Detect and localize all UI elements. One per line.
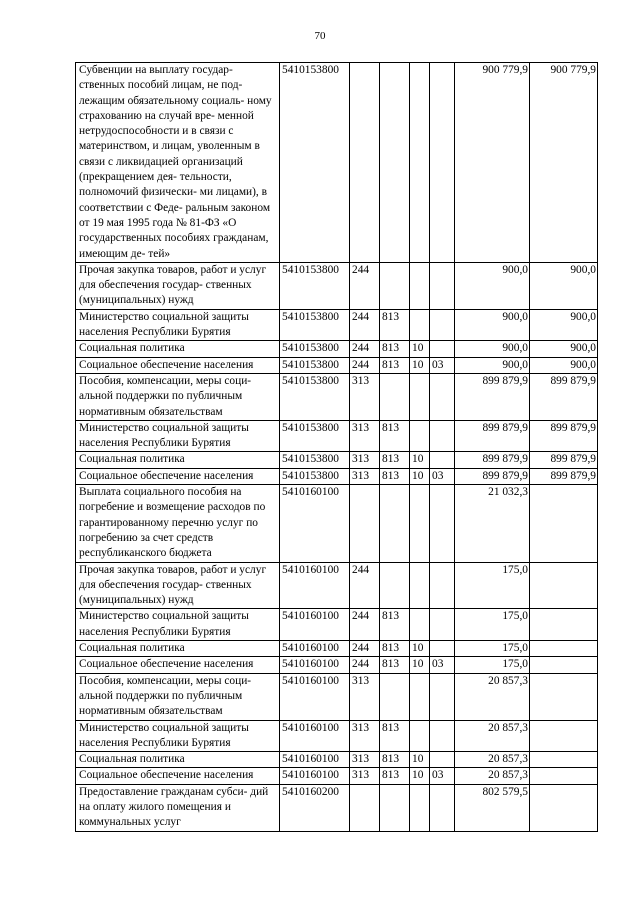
row-subsection-cell: 03 <box>430 468 455 484</box>
row-name-cell: Пособия, компенсации, меры соци- альной поддержки по публичным нормативным обязательствам <box>76 373 280 420</box>
row-amount-second-cell: 900,0 <box>530 357 598 373</box>
row-amount-cell: 20 857,3 <box>455 768 530 784</box>
row-expense-type-cell: 313 <box>350 468 380 484</box>
row-target-article-cell: 5410160100 <box>280 562 350 609</box>
row-expense-type-cell: 244 <box>350 657 380 673</box>
row-target-article-cell: 5410160100 <box>280 673 350 720</box>
table-row <box>76 357 598 373</box>
row-subsection-cell: 03 <box>430 768 455 784</box>
row-subsection-cell: 03 <box>430 357 455 373</box>
row-name-cell: Социальное обеспечение населения <box>76 357 280 373</box>
row-subsection-cell <box>430 784 455 831</box>
row-subsection-cell <box>430 485 455 563</box>
row-amount-cell: 900,0 <box>455 262 530 309</box>
row-amount-second-cell: 900,0 <box>530 341 598 357</box>
row-section-cell: 10 <box>410 657 430 673</box>
row-section-cell <box>410 562 430 609</box>
row-expense-type-cell: 313 <box>350 673 380 720</box>
row-section-cell <box>410 262 430 309</box>
table-row <box>76 452 598 468</box>
row-name-cell: Пособия, компенсации, меры соци- альной поддержки по публичным нормативным обязательствам <box>76 673 280 720</box>
row-administrator-cell: 813 <box>380 720 410 752</box>
row-name-cell: Социальная политика <box>76 341 280 357</box>
row-section-cell: 10 <box>410 452 430 468</box>
table-row <box>76 309 598 341</box>
row-expense-type-cell: 313 <box>350 768 380 784</box>
row-expense-type-cell: 313 <box>350 452 380 468</box>
row-subsection-cell <box>430 63 455 263</box>
row-amount-cell: 900,0 <box>455 341 530 357</box>
row-administrator-cell: 813 <box>380 452 410 468</box>
row-section-cell <box>410 485 430 563</box>
row-subsection-cell <box>430 262 455 309</box>
row-administrator-cell: 813 <box>380 309 410 341</box>
row-subsection-cell <box>430 641 455 657</box>
row-amount-second-cell <box>530 609 598 641</box>
table-row <box>76 609 598 641</box>
budget-table-body <box>76 63 598 832</box>
row-target-article-cell: 5410153800 <box>280 452 350 468</box>
row-section-cell <box>410 420 430 452</box>
table-row <box>76 784 598 831</box>
row-section-cell: 10 <box>410 468 430 484</box>
table-row <box>76 641 598 657</box>
row-target-article-cell: 5410153800 <box>280 357 350 373</box>
budget-table <box>75 62 598 832</box>
row-subsection-cell <box>430 752 455 768</box>
row-name-cell: Министерство социальной защиты населения Республики Бурятия <box>76 720 280 752</box>
row-subsection-cell <box>430 309 455 341</box>
row-section-cell <box>410 673 430 720</box>
row-name-cell: Социальное обеспечение населения <box>76 468 280 484</box>
row-name-cell: Прочая закупка товаров, работ и услуг для обеспечения государ- ственных (муниципальных) нужд <box>76 262 280 309</box>
row-amount-cell: 899 879,9 <box>455 452 530 468</box>
row-administrator-cell <box>380 673 410 720</box>
row-administrator-cell: 813 <box>380 357 410 373</box>
row-amount-cell: 900,0 <box>455 309 530 341</box>
row-amount-cell: 900,0 <box>455 357 530 373</box>
row-name-cell: Социальное обеспечение населения <box>76 657 280 673</box>
row-section-cell: 10 <box>410 341 430 357</box>
row-administrator-cell <box>380 373 410 420</box>
row-subsection-cell <box>430 452 455 468</box>
row-expense-type-cell: 244 <box>350 609 380 641</box>
table-row <box>76 768 598 784</box>
row-name-cell: Прочая закупка товаров, работ и услуг для обеспечения государ- ственных (муниципальных) нужд <box>76 562 280 609</box>
row-target-article-cell: 5410153800 <box>280 341 350 357</box>
row-subsection-cell <box>430 373 455 420</box>
row-name-cell: Министерство социальной защиты населения Республики Бурятия <box>76 420 280 452</box>
row-name-cell: Министерство социальной защиты населения Республики Бурятия <box>76 309 280 341</box>
row-amount-cell: 900 779,9 <box>455 63 530 263</box>
row-section-cell: 10 <box>410 752 430 768</box>
row-administrator-cell <box>380 784 410 831</box>
row-amount-cell: 899 879,9 <box>455 373 530 420</box>
row-expense-type-cell: 244 <box>350 341 380 357</box>
row-administrator-cell: 813 <box>380 641 410 657</box>
row-administrator-cell <box>380 485 410 563</box>
table-row <box>76 373 598 420</box>
row-target-article-cell: 5410160100 <box>280 768 350 784</box>
row-amount-cell: 20 857,3 <box>455 752 530 768</box>
row-name-cell: Социальная политика <box>76 752 280 768</box>
row-subsection-cell <box>430 562 455 609</box>
row-section-cell: 10 <box>410 641 430 657</box>
row-target-article-cell: 5410153800 <box>280 262 350 309</box>
row-amount-second-cell <box>530 641 598 657</box>
row-section-cell <box>410 373 430 420</box>
row-amount-second-cell <box>530 485 598 563</box>
row-amount-cell: 175,0 <box>455 562 530 609</box>
row-amount-cell: 899 879,9 <box>455 420 530 452</box>
row-name-cell: Выплата социального пособия на погребение и возмещение расходов по гарантированному перечню услуг по погребению за счет средств республиканского бюджета <box>76 485 280 563</box>
row-expense-type-cell: 313 <box>350 373 380 420</box>
row-amount-cell: 175,0 <box>455 657 530 673</box>
row-subsection-cell <box>430 341 455 357</box>
row-amount-second-cell <box>530 657 598 673</box>
row-name-cell: Субвенции на выплату государ- ственных пособий лицам, не под- лежащим обязательному социаль- ному страхованию на случай вре- менной нетрудоспособности и в связи с материнством, и лицам, уволенным в связи с ликвидацией организаций (прекращением дея- тельности, полномочий физически- ми лицами), в соответствии с Феде- ральным законом от 19 мая 1995 года № 81-ФЗ «О государственных пособиях гражданам, имеющим де- тей» <box>76 63 280 263</box>
row-section-cell <box>410 609 430 641</box>
row-amount-cell: 802 579,5 <box>455 784 530 831</box>
row-section-cell: 10 <box>410 357 430 373</box>
row-expense-type-cell: 313 <box>350 420 380 452</box>
row-section-cell <box>410 720 430 752</box>
table-row <box>76 657 598 673</box>
row-amount-cell: 21 032,3 <box>455 485 530 563</box>
row-amount-second-cell: 899 879,9 <box>530 420 598 452</box>
row-expense-type-cell: 244 <box>350 641 380 657</box>
row-section-cell <box>410 309 430 341</box>
row-expense-type-cell: 244 <box>350 262 380 309</box>
table-row <box>76 341 598 357</box>
row-name-cell: Социальная политика <box>76 641 280 657</box>
row-amount-second-cell: 900 779,9 <box>530 63 598 263</box>
row-subsection-cell <box>430 720 455 752</box>
row-name-cell: Социальная политика <box>76 452 280 468</box>
table-row <box>76 63 598 263</box>
row-amount-cell: 20 857,3 <box>455 720 530 752</box>
table-row <box>76 262 598 309</box>
row-expense-type-cell <box>350 63 380 263</box>
row-target-article-cell: 5410153800 <box>280 63 350 263</box>
row-administrator-cell <box>380 63 410 263</box>
row-subsection-cell <box>430 420 455 452</box>
row-administrator-cell: 813 <box>380 609 410 641</box>
row-administrator-cell: 813 <box>380 341 410 357</box>
table-row <box>76 673 598 720</box>
row-amount-second-cell <box>530 768 598 784</box>
row-amount-second-cell <box>530 673 598 720</box>
row-target-article-cell: 5410153800 <box>280 468 350 484</box>
row-amount-second-cell: 899 879,9 <box>530 452 598 468</box>
row-target-article-cell: 5410160100 <box>280 485 350 563</box>
row-amount-second-cell: 900,0 <box>530 262 598 309</box>
row-expense-type-cell: 244 <box>350 309 380 341</box>
table-row <box>76 720 598 752</box>
row-administrator-cell: 813 <box>380 768 410 784</box>
row-administrator-cell <box>380 262 410 309</box>
table-row <box>76 562 598 609</box>
row-target-article-cell: 5410160200 <box>280 784 350 831</box>
row-section-cell <box>410 63 430 263</box>
row-amount-second-cell: 900,0 <box>530 309 598 341</box>
row-amount-second-cell <box>530 784 598 831</box>
table-row <box>76 752 598 768</box>
row-target-article-cell: 5410153800 <box>280 420 350 452</box>
table-row <box>76 485 598 563</box>
row-administrator-cell <box>380 562 410 609</box>
row-subsection-cell <box>430 609 455 641</box>
row-administrator-cell: 813 <box>380 657 410 673</box>
row-expense-type-cell <box>350 485 380 563</box>
row-target-article-cell: 5410160100 <box>280 720 350 752</box>
row-amount-cell: 899 879,9 <box>455 468 530 484</box>
row-name-cell: Предоставление гражданам субси- дий на оплату жилого помещения и коммунальных услуг <box>76 784 280 831</box>
table-row <box>76 420 598 452</box>
row-section-cell: 10 <box>410 768 430 784</box>
row-expense-type-cell <box>350 784 380 831</box>
row-amount-second-cell <box>530 562 598 609</box>
row-amount-second-cell <box>530 720 598 752</box>
row-name-cell: Министерство социальной защиты населения Республики Бурятия <box>76 609 280 641</box>
row-amount-cell: 175,0 <box>455 609 530 641</box>
row-amount-cell: 20 857,3 <box>455 673 530 720</box>
row-subsection-cell: 03 <box>430 657 455 673</box>
row-expense-type-cell: 313 <box>350 720 380 752</box>
row-administrator-cell: 813 <box>380 420 410 452</box>
row-target-article-cell: 5410160100 <box>280 641 350 657</box>
table-row <box>76 468 598 484</box>
row-amount-second-cell: 899 879,9 <box>530 373 598 420</box>
row-amount-second-cell: 899 879,9 <box>530 468 598 484</box>
row-administrator-cell: 813 <box>380 468 410 484</box>
row-expense-type-cell: 244 <box>350 562 380 609</box>
row-target-article-cell: 5410153800 <box>280 309 350 341</box>
row-expense-type-cell: 244 <box>350 357 380 373</box>
row-name-cell: Социальное обеспечение населения <box>76 768 280 784</box>
row-target-article-cell: 5410160100 <box>280 657 350 673</box>
row-subsection-cell <box>430 673 455 720</box>
row-target-article-cell: 5410160100 <box>280 609 350 641</box>
row-expense-type-cell: 313 <box>350 752 380 768</box>
row-amount-second-cell <box>530 752 598 768</box>
page-number: 70 <box>314 30 326 42</box>
row-target-article-cell: 5410160100 <box>280 752 350 768</box>
row-administrator-cell: 813 <box>380 752 410 768</box>
row-section-cell <box>410 784 430 831</box>
row-target-article-cell: 5410153800 <box>280 373 350 420</box>
row-amount-cell: 175,0 <box>455 641 530 657</box>
